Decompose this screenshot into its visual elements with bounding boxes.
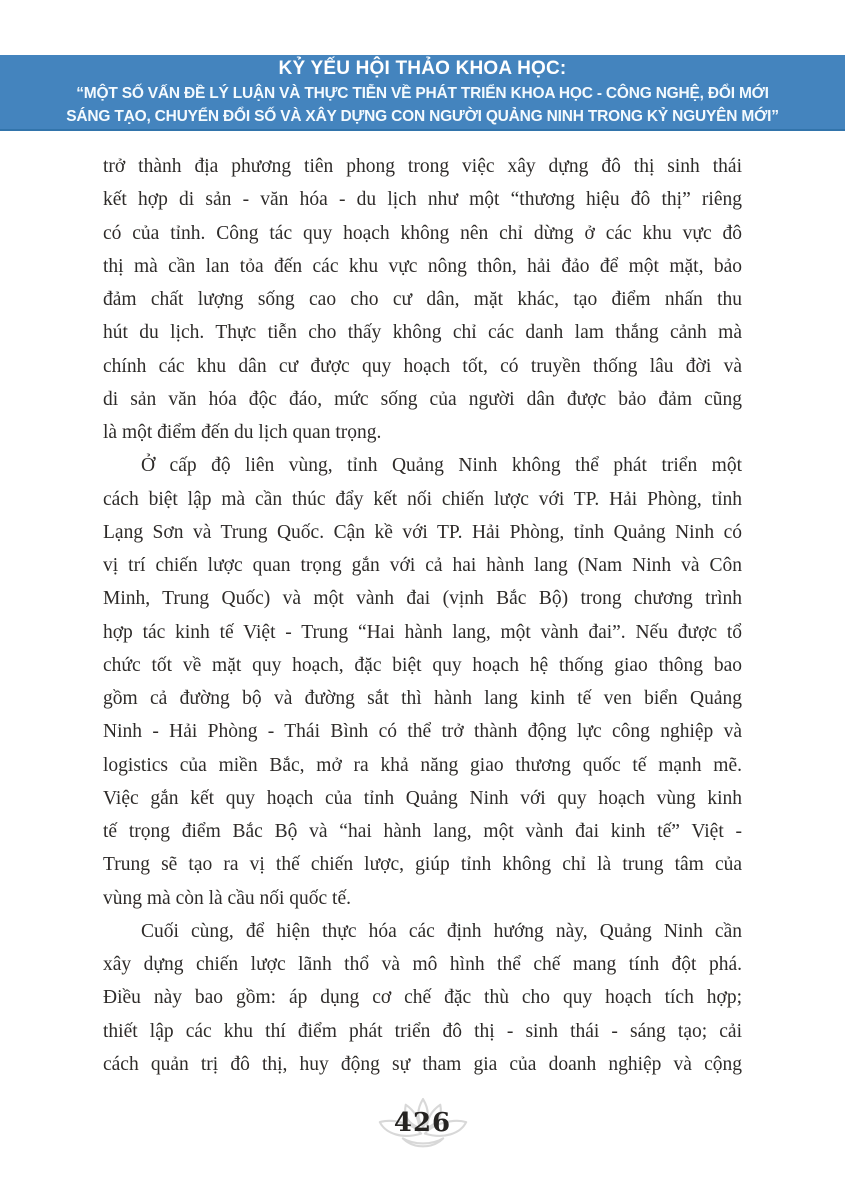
conference-proceedings-title: KỶ YẾU HỘI THẢO KHOA HỌC: (278, 58, 567, 79)
conference-subtitle-line-1: “MỘT SỐ VẤN ĐỀ LÝ LUẬN VÀ THỰC TIỄN VỀ PHÁT TRIỂN KHOA HỌC - CÔNG NGHỆ, ĐỔI MỚI (76, 85, 769, 102)
text-line: Ninh - Hải Phòng - Thái Bình có thể trở thành động lực công nghiệp và (103, 721, 742, 743)
page-number: 426 (393, 1108, 452, 1138)
text-line: Minh, Trung Quốc) và một vành đai (vịnh Bắc Bộ) trong chương trình (103, 588, 742, 610)
text-line: chức tốt về mặt quy hoạch, đặc biệt quy hoạch hệ thống giao thông bao (103, 654, 742, 676)
text-line: Lạng Sơn và Trung Quốc. Cận kề với TP. Hải Phòng, tỉnh Quảng Ninh có (103, 521, 742, 543)
text-line: logistics của miền Bắc, mở ra khả năng giao thương quốc tế mạnh mẽ. (103, 754, 742, 776)
text-line: thiết lập các khu thí điểm phát triển đô thị - sinh thái - sáng tạo; cải (103, 1020, 742, 1042)
text-line: tế trọng điểm Bắc Bộ và “hai hành lang, một vành đai kinh tế” Việt - (103, 821, 742, 842)
text-line: di sản văn hóa độc đáo, mức sống của người dân được bảo đảm cũng (103, 388, 742, 410)
text-line: Việc gắn kết quy hoạch của tỉnh Quảng Ninh với quy hoạch vùng kinh (103, 787, 742, 809)
text-line: cách biệt lập mà cần thúc đẩy kết nối chiến lược với TP. Hải Phòng, tỉnh (103, 488, 742, 510)
text-line: thị mà cần lan tỏa đến các khu vực nông thôn, hải đảo để một mặt, bảo (103, 255, 742, 277)
text-line: vùng mà còn là cầu nối quốc tế. (103, 887, 352, 909)
text-line: Cuối cùng, để hiện thực hóa các định hướng này, Quảng Ninh cần (141, 920, 742, 942)
text-line: trở thành địa phương tiên phong trong việc xây dựng đô thị sinh thái (103, 156, 742, 177)
lotus-page-number-block (375, 1096, 471, 1152)
text-line: xây dựng chiến lược lãnh thổ và mô hình thể chế mang tính đột phá. (103, 954, 742, 975)
text-line: chính các khu dân cư được quy hoạch tốt, có truyền thống lâu đời và (103, 355, 742, 377)
text-line: cách quản trị đô thị, huy động sự tham gia của doanh nghiệp và cộng (103, 1053, 742, 1075)
text-line: gồm cả đường bộ và đường sắt thì hành lang kinh tế ven biển Quảng (103, 688, 742, 709)
document-text (103, 150, 742, 1081)
text-line: có của tỉnh. Công tác quy hoạch không nên chỉ dừng ở các khu vực đô (103, 222, 742, 244)
text-line: kết hợp di sản - văn hóa - du lịch như một “thương hiệu đô thị” riêng (103, 189, 742, 211)
text-line: đảm chất lượng sống cao cho cư dân, mặt khác, tạo điểm nhấn thu (103, 289, 742, 310)
text-line: vị trí chiến lược quan trọng gắn với cả hai hành lang (Nam Ninh và Côn (103, 555, 742, 576)
conference-header-banner (0, 55, 845, 131)
conference-subtitle-line-2: SÁNG TẠO, CHUYỂN ĐỔI SỐ VÀ XÂY DỰNG CON NGƯỜI QUẢNG NINH TRONG KỶ NGUYÊN MỚI” (66, 108, 779, 125)
text-line: là một điểm đến du lịch quan trọng. (103, 422, 382, 443)
page-footer (0, 1096, 845, 1152)
text-line: Điều này bao gồm: áp dụng cơ chế đặc thù cho quy hoạch tích hợp; (103, 987, 742, 1009)
text-line: Ở cấp độ liên vùng, tỉnh Quảng Ninh không thể phát triển một (141, 455, 742, 477)
text-line: hợp tác kinh tế Việt - Trung “Hai hành lang, một vành đai”. Nếu được tổ (103, 621, 742, 643)
text-line: Trung sẽ tạo ra vị thế chiến lược, giúp tỉnh không chỉ là trung tâm của (103, 854, 742, 876)
text-line: hút du lịch. Thực tiễn cho thấy không chỉ các danh lam thắng cảnh mà (103, 322, 742, 344)
